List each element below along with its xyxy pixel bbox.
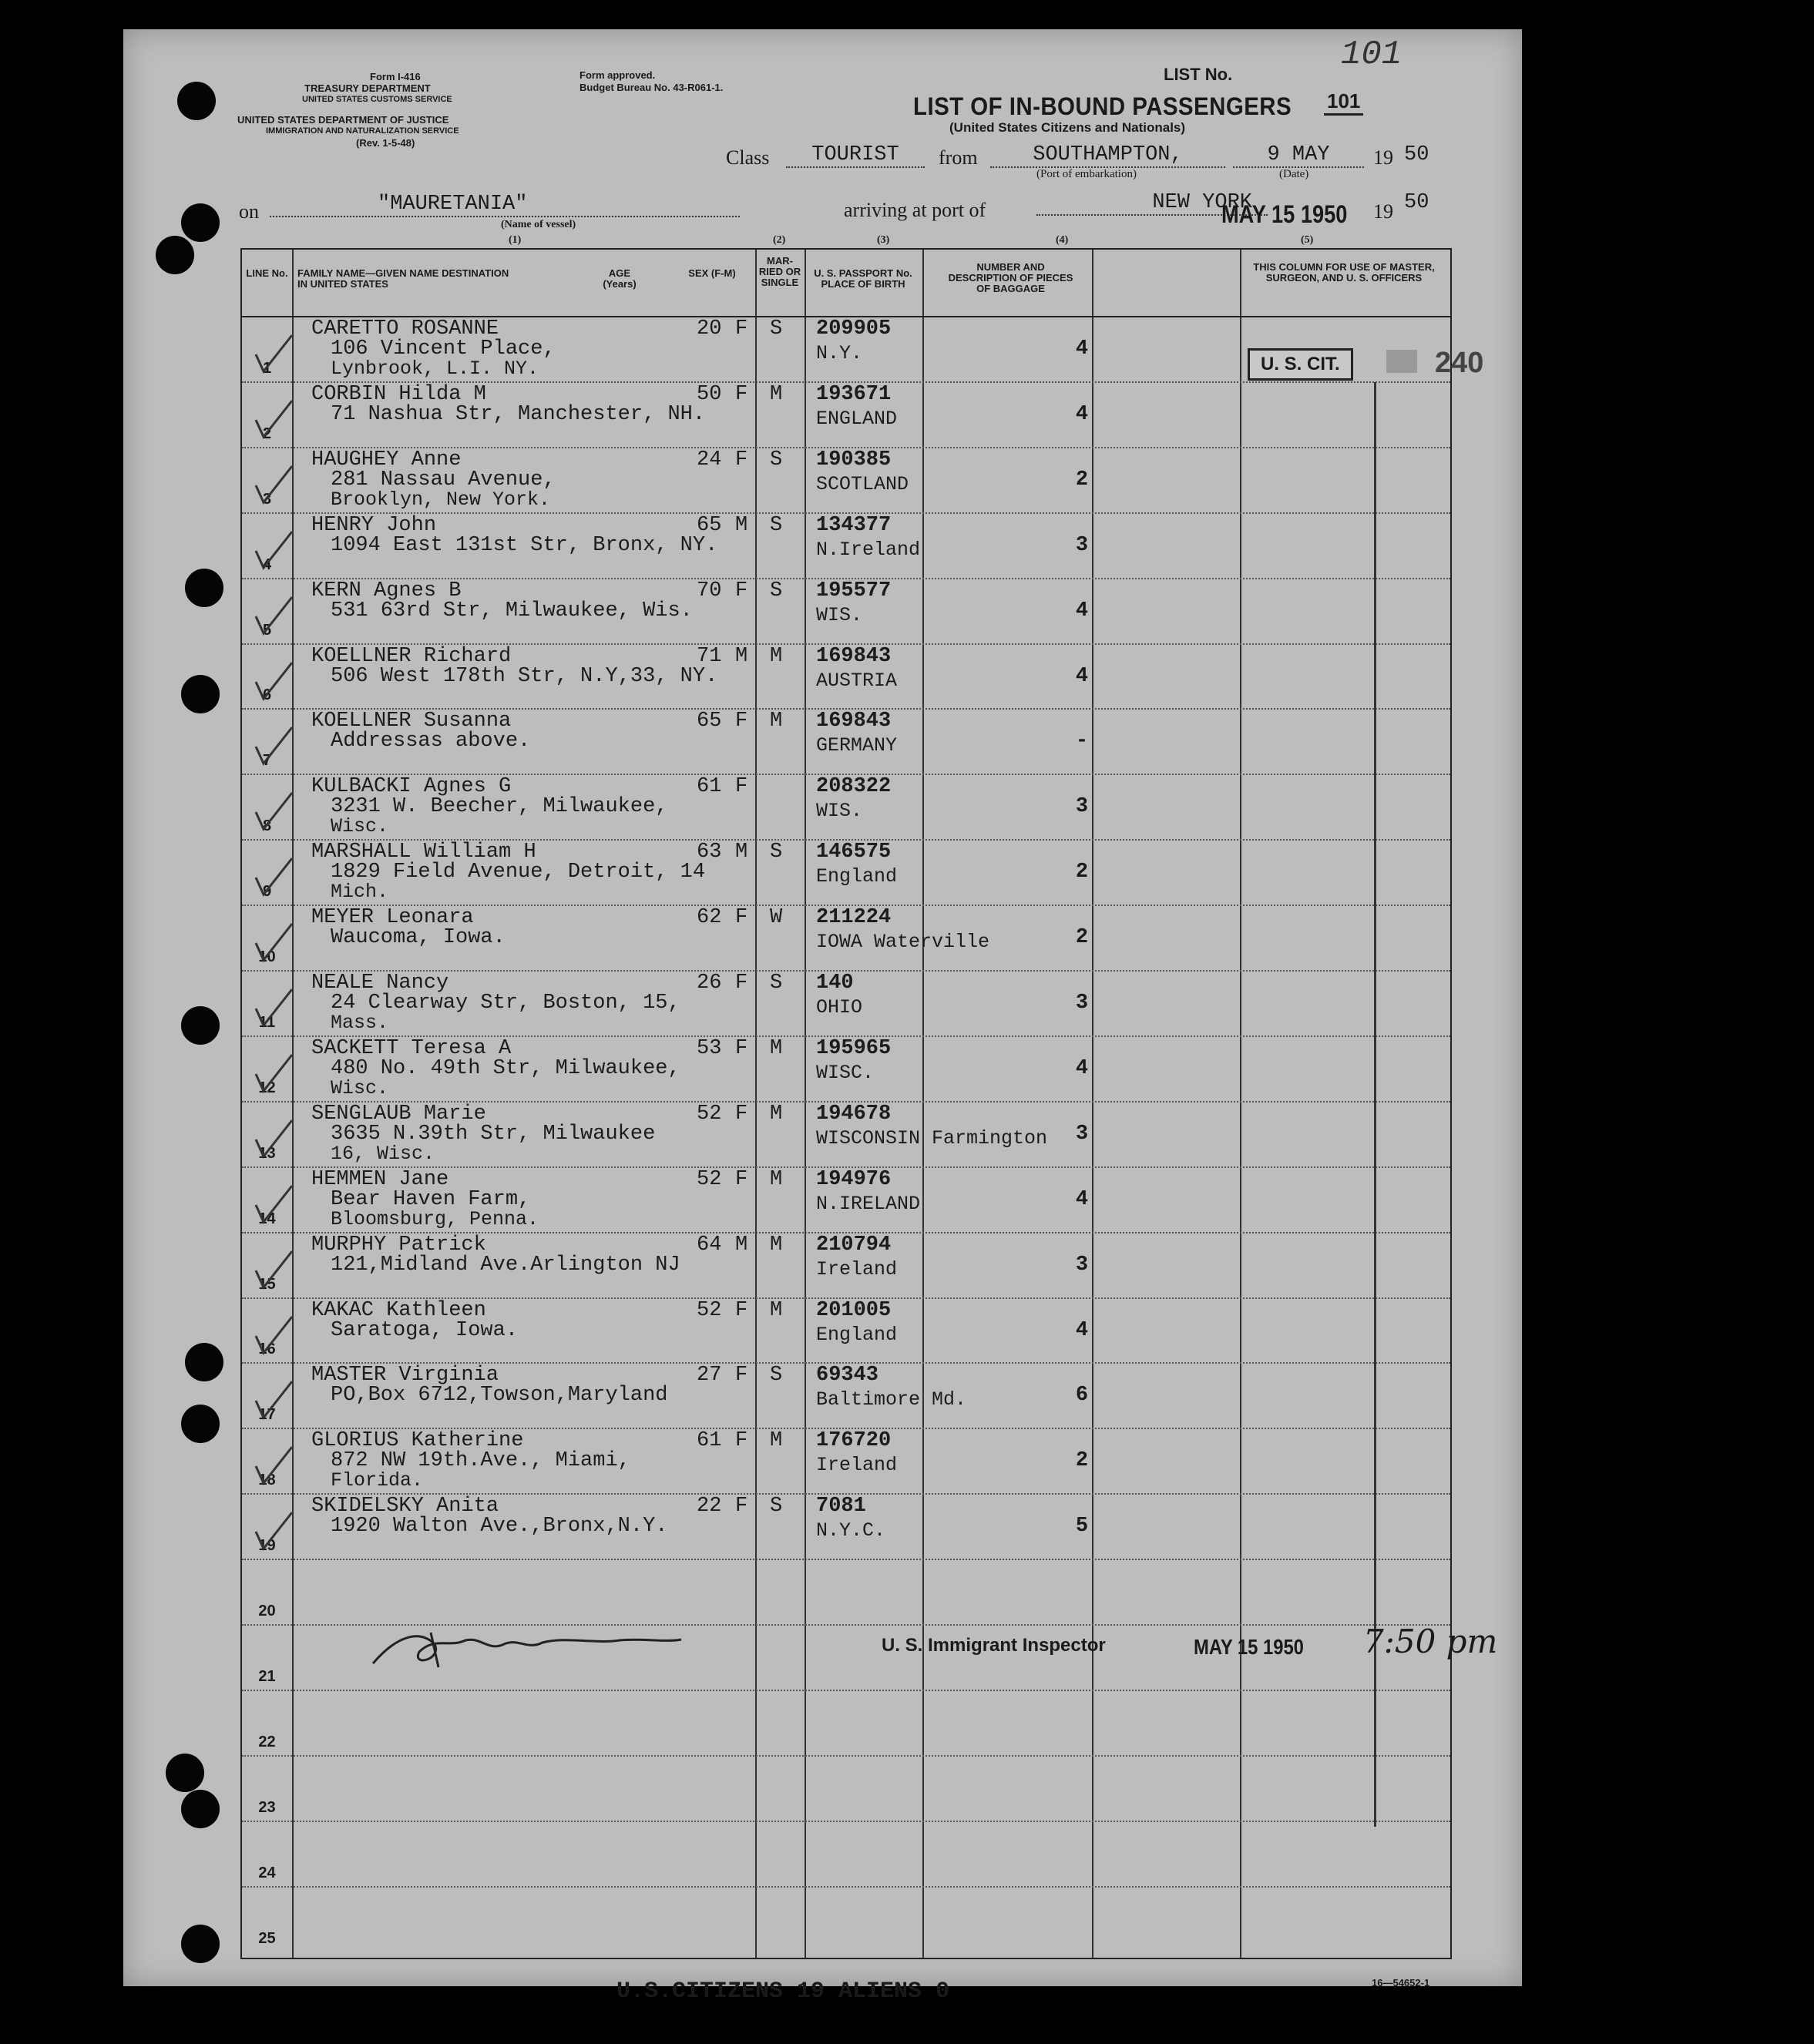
passenger-age: 71 bbox=[697, 644, 722, 668]
passenger-address: PO,Box 6712,Towson,Maryland bbox=[331, 1384, 668, 1408]
passenger-sex: F bbox=[735, 448, 748, 472]
passport-number: 176720 bbox=[816, 1429, 892, 1453]
row-divider bbox=[242, 1690, 1450, 1691]
line-number: 6 bbox=[262, 686, 272, 704]
line-number: 2 bbox=[262, 425, 272, 442]
passenger-name: NEALE Nancy bbox=[311, 972, 449, 995]
check-mark-icon bbox=[250, 1313, 296, 1359]
passenger-age: 52 bbox=[697, 1167, 722, 1191]
date-caption: (Date) bbox=[1279, 168, 1309, 180]
line-number: 24 bbox=[258, 1864, 276, 1881]
passenger-address: 3635 N.39th Str, Milwaukee bbox=[331, 1122, 656, 1146]
passenger-address: 24 Clearway Str, Boston, 15, bbox=[331, 992, 680, 1015]
passenger-sex: M bbox=[735, 1233, 748, 1257]
punch-hole bbox=[185, 569, 223, 607]
punch-hole bbox=[181, 203, 220, 242]
ins-service: IMMIGRATION AND NATURALIZATION SERVICE bbox=[266, 126, 459, 136]
baggage-count: 3 bbox=[1075, 1253, 1089, 1277]
place-of-birth: OHIO bbox=[816, 996, 863, 1019]
manifest-page bbox=[123, 29, 1522, 2005]
arrival-port: NEW YORK bbox=[1036, 191, 1268, 216]
line-number: 17 bbox=[258, 1406, 276, 1424]
place-of-birth: Ireland bbox=[816, 1257, 898, 1280]
baggage-count: 3 bbox=[1075, 992, 1089, 1015]
passenger-marital-status: S bbox=[770, 579, 783, 602]
passenger-address-2: Bloomsburg, Penna. bbox=[331, 1207, 539, 1230]
port-of-embarkation: SOUTHAMPTON, bbox=[990, 143, 1225, 168]
passport-number: 201005 bbox=[816, 1298, 892, 1322]
line-number: 25 bbox=[258, 1929, 276, 1947]
passenger-address: 480 No. 49th Str, Milwaukee, bbox=[331, 1056, 680, 1080]
passenger-marital-status: S bbox=[770, 1364, 783, 1388]
passenger-marital-status: S bbox=[770, 513, 783, 537]
passenger-address: 71 Nashua Str, Manchester, NH. bbox=[331, 402, 706, 426]
passenger-sex: F bbox=[735, 1495, 748, 1519]
passenger-sex: F bbox=[735, 317, 748, 341]
baggage-count: 3 bbox=[1075, 1122, 1089, 1146]
row-divider bbox=[242, 1821, 1450, 1822]
passenger-age: 62 bbox=[697, 906, 722, 930]
passenger-marital-status: M bbox=[770, 382, 783, 406]
line-number: 7 bbox=[262, 752, 272, 770]
passenger-sex: F bbox=[735, 579, 748, 602]
passenger-sex: M bbox=[735, 841, 748, 864]
col-num-4: (4) bbox=[1056, 234, 1069, 246]
check-mark-icon bbox=[250, 1509, 296, 1555]
passenger-name: CORBIN Hilda M bbox=[311, 382, 486, 406]
check-mark-icon bbox=[250, 1051, 296, 1097]
passenger-address: 281 Nassau Avenue, bbox=[331, 468, 556, 492]
passenger-age: 63 bbox=[697, 841, 722, 864]
passenger-name: MURPHY Patrick bbox=[311, 1233, 486, 1257]
check-mark-icon bbox=[250, 1116, 296, 1163]
check-mark-icon bbox=[250, 1247, 296, 1294]
vessel-name: "MAURETANIA" bbox=[270, 193, 740, 217]
treasury-dept: TREASURY DEPARTMENT bbox=[304, 82, 431, 94]
row-divider bbox=[242, 1559, 1450, 1560]
year-value: 50 bbox=[1404, 143, 1429, 166]
punch-hole bbox=[181, 675, 220, 713]
passenger-address-2: Lynbrook, L.I. NY. bbox=[331, 357, 539, 380]
place-of-birth: N.Y. bbox=[816, 342, 863, 364]
passenger-age: 61 bbox=[697, 775, 722, 799]
col-num-1: (1) bbox=[509, 234, 522, 246]
baggage-count: - bbox=[1075, 730, 1089, 753]
passport-number: 208322 bbox=[816, 775, 892, 799]
place-of-birth: IOWA Waterville bbox=[816, 931, 990, 954]
passport-number: 169843 bbox=[816, 644, 892, 668]
passenger-sex: F bbox=[735, 972, 748, 995]
baggage-count: 4 bbox=[1075, 599, 1089, 623]
passenger-sex: F bbox=[735, 1036, 748, 1060]
passport-number: 193671 bbox=[816, 382, 892, 406]
passport-number: 146575 bbox=[816, 841, 892, 864]
passenger-sex: F bbox=[735, 1102, 748, 1126]
line-number: 22 bbox=[258, 1733, 276, 1750]
passenger-address: 106 Vincent Place, bbox=[331, 337, 556, 361]
passport-number: 209905 bbox=[816, 317, 892, 341]
passenger-address-2: Wisc. bbox=[331, 815, 389, 838]
passenger-address: Saratoga, Iowa. bbox=[331, 1318, 519, 1342]
place-of-birth: England bbox=[816, 1323, 898, 1346]
line-number: 4 bbox=[262, 555, 272, 573]
passenger-age: 22 bbox=[697, 1495, 722, 1519]
col-header-sex: SEX (F-M) bbox=[688, 267, 736, 279]
form-number: Form I-416 bbox=[370, 71, 421, 82]
line-number: 23 bbox=[258, 1798, 276, 1816]
passenger-address-2: Brooklyn, New York. bbox=[331, 488, 551, 511]
passenger-address-2: Florida. bbox=[331, 1469, 424, 1492]
baggage-count: 4 bbox=[1075, 1187, 1089, 1211]
passport-number: 211224 bbox=[816, 906, 892, 930]
check-mark-icon bbox=[250, 985, 296, 1032]
passenger-sex: F bbox=[735, 1298, 748, 1322]
row-divider bbox=[242, 1755, 1450, 1757]
from-label: from bbox=[939, 146, 978, 169]
passenger-age: 27 bbox=[697, 1364, 722, 1388]
check-mark-icon bbox=[250, 397, 296, 443]
passport-number: 195577 bbox=[816, 579, 892, 602]
passenger-address-2: 16, Wisc. bbox=[331, 1142, 435, 1165]
passenger-address: 3231 W. Beecher, Milwaukee, bbox=[331, 795, 668, 819]
passport-number: 140 bbox=[816, 972, 854, 995]
stamp-bracket-line bbox=[1374, 382, 1376, 1827]
passenger-name: SACKETT Teresa A bbox=[311, 1036, 512, 1060]
passenger-age: 50 bbox=[697, 382, 722, 406]
check-mark-icon bbox=[250, 462, 296, 508]
passenger-name: KOELLNER Richard bbox=[311, 644, 512, 668]
port-embark-caption: (Port of embarkation) bbox=[1036, 168, 1137, 180]
col-header-passport: U. S. PASSPORT No. PLACE OF BIRTH bbox=[814, 267, 912, 290]
passenger-age: 26 bbox=[697, 972, 722, 995]
check-mark-icon bbox=[250, 528, 296, 574]
line-number: 13 bbox=[258, 1144, 276, 1162]
place-of-birth: N.IRELAND bbox=[816, 1192, 921, 1215]
baggage-count: 2 bbox=[1075, 861, 1089, 884]
check-mark-icon bbox=[250, 1182, 296, 1228]
check-mark-icon bbox=[250, 331, 296, 378]
inspector-signature bbox=[365, 1621, 689, 1675]
passenger-age: 52 bbox=[697, 1102, 722, 1126]
year-prefix-2: 19 bbox=[1373, 200, 1393, 223]
place-of-birth: WIS. bbox=[816, 800, 863, 823]
check-mark-icon bbox=[250, 920, 296, 966]
passenger-marital-status: M bbox=[770, 1429, 783, 1453]
place-of-birth: Baltimore Md. bbox=[816, 1388, 967, 1411]
passenger-address-2: Mass. bbox=[331, 1012, 389, 1034]
baggage-count: 5 bbox=[1075, 1515, 1089, 1539]
passenger-name: SENGLAUB Marie bbox=[311, 1102, 486, 1126]
passenger-name: CARETTO ROSANNE bbox=[311, 317, 499, 341]
line-number: 15 bbox=[258, 1275, 276, 1293]
budget-bureau: Budget Bureau No. 43-R061-1. bbox=[579, 82, 724, 93]
line-number: 8 bbox=[262, 817, 272, 835]
line-number: 3 bbox=[262, 490, 272, 508]
passenger-address: 1920 Walton Ave.,Bronx,N.Y. bbox=[331, 1515, 668, 1539]
passenger-address: Waucoma, Iowa. bbox=[331, 926, 506, 950]
punch-hole bbox=[181, 1006, 220, 1045]
baggage-count: 3 bbox=[1075, 795, 1089, 819]
baggage-count: 3 bbox=[1075, 533, 1089, 557]
passenger-address: 531 63rd Str, Milwaukee, Wis. bbox=[331, 599, 693, 623]
embark-date: 9 MAY bbox=[1233, 143, 1364, 168]
passenger-address: 872 NW 19th.Ave., Miami, bbox=[331, 1449, 630, 1473]
print-code: 16—54652-1 bbox=[1372, 1977, 1430, 1989]
customs-service: UNITED STATES CUSTOMS SERVICE bbox=[302, 95, 452, 104]
col-header-married: MAR-RIED OR SINGLE bbox=[758, 255, 801, 288]
line-number: 1 bbox=[262, 359, 272, 377]
passenger-age: 65 bbox=[697, 513, 722, 537]
passenger-name: HENRY John bbox=[311, 513, 437, 537]
baggage-count: 4 bbox=[1075, 1318, 1089, 1342]
passport-number: 7081 bbox=[816, 1495, 866, 1519]
manifest-table bbox=[240, 248, 1498, 1959]
passenger-address-2: Wisc. bbox=[331, 1076, 389, 1099]
passenger-name: HAUGHEY Anne bbox=[311, 448, 462, 472]
punch-hole bbox=[177, 82, 216, 120]
place-of-birth: N.Ireland bbox=[816, 538, 921, 561]
place-of-birth: England bbox=[816, 865, 898, 888]
line-number: 10 bbox=[258, 948, 276, 965]
list-no-label: LIST No. bbox=[1164, 65, 1233, 84]
vessel-caption: (Name of vessel) bbox=[501, 219, 576, 230]
baggage-count: 6 bbox=[1075, 1384, 1089, 1408]
col-num-2: (2) bbox=[773, 234, 786, 246]
us-citizen-stamp: U. S. CIT. bbox=[1248, 348, 1353, 381]
passport-number: 69343 bbox=[816, 1364, 879, 1388]
passenger-name: KOELLNER Susanna bbox=[311, 710, 512, 733]
on-label: on bbox=[239, 200, 259, 223]
col-num-3: (3) bbox=[877, 234, 890, 246]
passenger-marital-status: S bbox=[770, 972, 783, 995]
passenger-name: SKIDELSKY Anita bbox=[311, 1495, 499, 1519]
stamp-smudge bbox=[1386, 350, 1417, 373]
col-header-age: AGE (Years) bbox=[603, 267, 637, 290]
passenger-age: 65 bbox=[697, 710, 722, 733]
line-number: 9 bbox=[262, 883, 272, 901]
place-of-birth: N.Y.C. bbox=[816, 1519, 886, 1542]
inspector-date-stamp: MAY 15 1950 bbox=[1194, 1635, 1304, 1659]
line-number: 14 bbox=[258, 1210, 276, 1227]
passenger-name: MARSHALL William H bbox=[311, 841, 536, 864]
check-mark-icon bbox=[250, 723, 296, 770]
col-header-officers: THIS COLUMN FOR USE OF MASTER, SURGEON, AND U. S. OFFICERS bbox=[1253, 261, 1435, 284]
passenger-marital-status: M bbox=[770, 1036, 783, 1060]
place-of-birth: SCOTLAND bbox=[816, 472, 909, 495]
passenger-age: 53 bbox=[697, 1036, 722, 1060]
inspector-time: 7:50 pm bbox=[1363, 1623, 1498, 1660]
class-label: Class bbox=[726, 146, 770, 169]
col-header-baggage: NUMBER AND DESCRIPTION OF PIECES OF BAGGAGE bbox=[948, 261, 1073, 294]
passenger-name: MASTER Virginia bbox=[311, 1364, 499, 1388]
list-no-value: 101 bbox=[1324, 89, 1363, 116]
col-header-line: LINE No. bbox=[246, 267, 288, 279]
inspector-label: U. S. Immigrant Inspector bbox=[882, 1635, 1106, 1656]
place-of-birth: ENGLAND bbox=[816, 407, 898, 430]
passenger-sex: F bbox=[735, 382, 748, 406]
passenger-name: KAKAC Kathleen bbox=[311, 1298, 486, 1322]
list-no-handwritten: 101 bbox=[1341, 35, 1402, 74]
baggage-count: 2 bbox=[1075, 926, 1089, 950]
punch-hole bbox=[181, 1405, 220, 1443]
passenger-marital-status: W bbox=[770, 906, 783, 930]
passenger-age: 61 bbox=[697, 1429, 722, 1453]
passenger-marital-status: M bbox=[770, 1233, 783, 1257]
passport-number: 210794 bbox=[816, 1233, 892, 1257]
passenger-marital-status: M bbox=[770, 1167, 783, 1191]
line-number: 11 bbox=[258, 1013, 276, 1031]
passenger-address: Addressas above. bbox=[331, 730, 531, 753]
passenger-sex: M bbox=[735, 644, 748, 668]
passenger-address: 1829 Field Avenue, Detroit, 14 bbox=[331, 861, 706, 884]
passenger-sex: F bbox=[735, 1429, 748, 1453]
line-number: 20 bbox=[258, 1603, 276, 1619]
punch-hole bbox=[156, 236, 194, 274]
place-of-birth: AUSTRIA bbox=[816, 669, 898, 692]
col-header-name: FAMILY NAME—GIVEN NAME DESTINATION IN UNITED STATES bbox=[297, 267, 509, 290]
passport-number: 194976 bbox=[816, 1167, 892, 1191]
punch-hole bbox=[166, 1754, 204, 1792]
baggage-count: 4 bbox=[1075, 402, 1089, 426]
passenger-sex: F bbox=[735, 906, 748, 930]
passenger-marital-status: S bbox=[770, 317, 783, 341]
footer-totals: U.S.CITIZENS 19 ALIENS 0 bbox=[616, 1979, 950, 2005]
baggage-count: 4 bbox=[1075, 337, 1089, 361]
passenger-sex: F bbox=[735, 1364, 748, 1388]
baggage-count: 4 bbox=[1075, 1056, 1089, 1080]
punch-hole bbox=[181, 1790, 220, 1828]
line-number: 21 bbox=[258, 1667, 276, 1685]
baggage-count: 4 bbox=[1075, 664, 1089, 688]
passenger-name: MEYER Leonara bbox=[311, 906, 474, 930]
passenger-age: 24 bbox=[697, 448, 722, 472]
arrival-date-stamp: MAY 15 1950 bbox=[1221, 200, 1348, 228]
col-num-5: (5) bbox=[1301, 234, 1314, 246]
form-approved: Form approved. bbox=[579, 69, 656, 81]
check-mark-icon bbox=[250, 789, 296, 835]
passenger-marital-status: S bbox=[770, 448, 783, 472]
passenger-age: 20 bbox=[697, 317, 722, 341]
row-divider bbox=[242, 1886, 1450, 1888]
passport-number: 169843 bbox=[816, 710, 892, 733]
baggage-count: 2 bbox=[1075, 468, 1089, 492]
year-prefix: 19 bbox=[1373, 146, 1393, 169]
passenger-address: 506 West 178th Str, N.Y,33, NY. bbox=[331, 664, 718, 688]
passport-number: 190385 bbox=[816, 448, 892, 472]
check-mark-icon bbox=[250, 659, 296, 705]
place-of-birth: WIS. bbox=[816, 603, 863, 626]
passenger-address: Bear Haven Farm, bbox=[331, 1187, 531, 1211]
passenger-sex: M bbox=[735, 513, 748, 537]
check-mark-icon bbox=[250, 593, 296, 639]
passenger-marital-status: S bbox=[770, 841, 783, 864]
passenger-count-stamp: 240 bbox=[1435, 347, 1484, 379]
passenger-sex: F bbox=[735, 710, 748, 733]
passenger-address: 121,Midland Ave.Arlington NJ bbox=[331, 1253, 680, 1277]
place-of-birth: Ireland bbox=[816, 1454, 898, 1477]
passport-number: 134377 bbox=[816, 513, 892, 537]
passenger-name: GLORIUS Katherine bbox=[311, 1429, 524, 1453]
justice-dept: UNITED STATES DEPARTMENT OF JUSTICE bbox=[237, 114, 449, 126]
passport-number: 195965 bbox=[816, 1036, 892, 1060]
place-of-birth: WISCONSIN Farmington bbox=[816, 1126, 1048, 1150]
place-of-birth: GERMANY bbox=[816, 734, 898, 757]
year-value-2: 50 bbox=[1404, 191, 1429, 214]
baggage-count: 2 bbox=[1075, 1449, 1089, 1473]
place-of-birth: WISC. bbox=[816, 1061, 875, 1084]
line-number: 19 bbox=[258, 1537, 276, 1555]
check-mark-icon bbox=[250, 1443, 296, 1489]
passenger-sex: F bbox=[735, 775, 748, 799]
passenger-name: KERN Agnes B bbox=[311, 579, 462, 602]
punch-hole bbox=[185, 1343, 223, 1381]
passenger-marital-status: M bbox=[770, 644, 783, 668]
passenger-marital-status: M bbox=[770, 1298, 783, 1322]
passport-number: 194678 bbox=[816, 1102, 892, 1126]
check-mark-icon bbox=[250, 854, 296, 901]
passenger-marital-status: M bbox=[770, 710, 783, 733]
line-number: 5 bbox=[262, 621, 272, 639]
check-mark-icon bbox=[250, 1378, 296, 1424]
form-subtitle: (United States Citizens and Nationals) bbox=[949, 120, 1186, 135]
passenger-age: 70 bbox=[697, 579, 722, 602]
punch-hole bbox=[181, 1925, 220, 1963]
passenger-address: 1094 East 131st Str, Bronx, NY. bbox=[331, 533, 718, 557]
passenger-sex: F bbox=[735, 1167, 748, 1191]
class-value: TOURIST bbox=[786, 143, 925, 168]
line-number: 12 bbox=[258, 1079, 276, 1096]
passenger-name: KULBACKI Agnes G bbox=[311, 775, 512, 799]
passenger-marital-status: S bbox=[770, 1495, 783, 1519]
line-number: 18 bbox=[258, 1472, 276, 1489]
revision: (Rev. 1-5-48) bbox=[356, 137, 415, 149]
arriving-label: arriving at port of bbox=[844, 199, 986, 221]
line-number: 16 bbox=[258, 1341, 276, 1358]
passenger-address-2: Mich. bbox=[331, 881, 389, 904]
passenger-marital-status: M bbox=[770, 1102, 783, 1126]
form-title: LIST OF IN-BOUND PASSENGERS bbox=[913, 92, 1292, 120]
passenger-name: HEMMEN Jane bbox=[311, 1167, 449, 1191]
passenger-age: 64 bbox=[697, 1233, 722, 1257]
passenger-age: 52 bbox=[697, 1298, 722, 1322]
